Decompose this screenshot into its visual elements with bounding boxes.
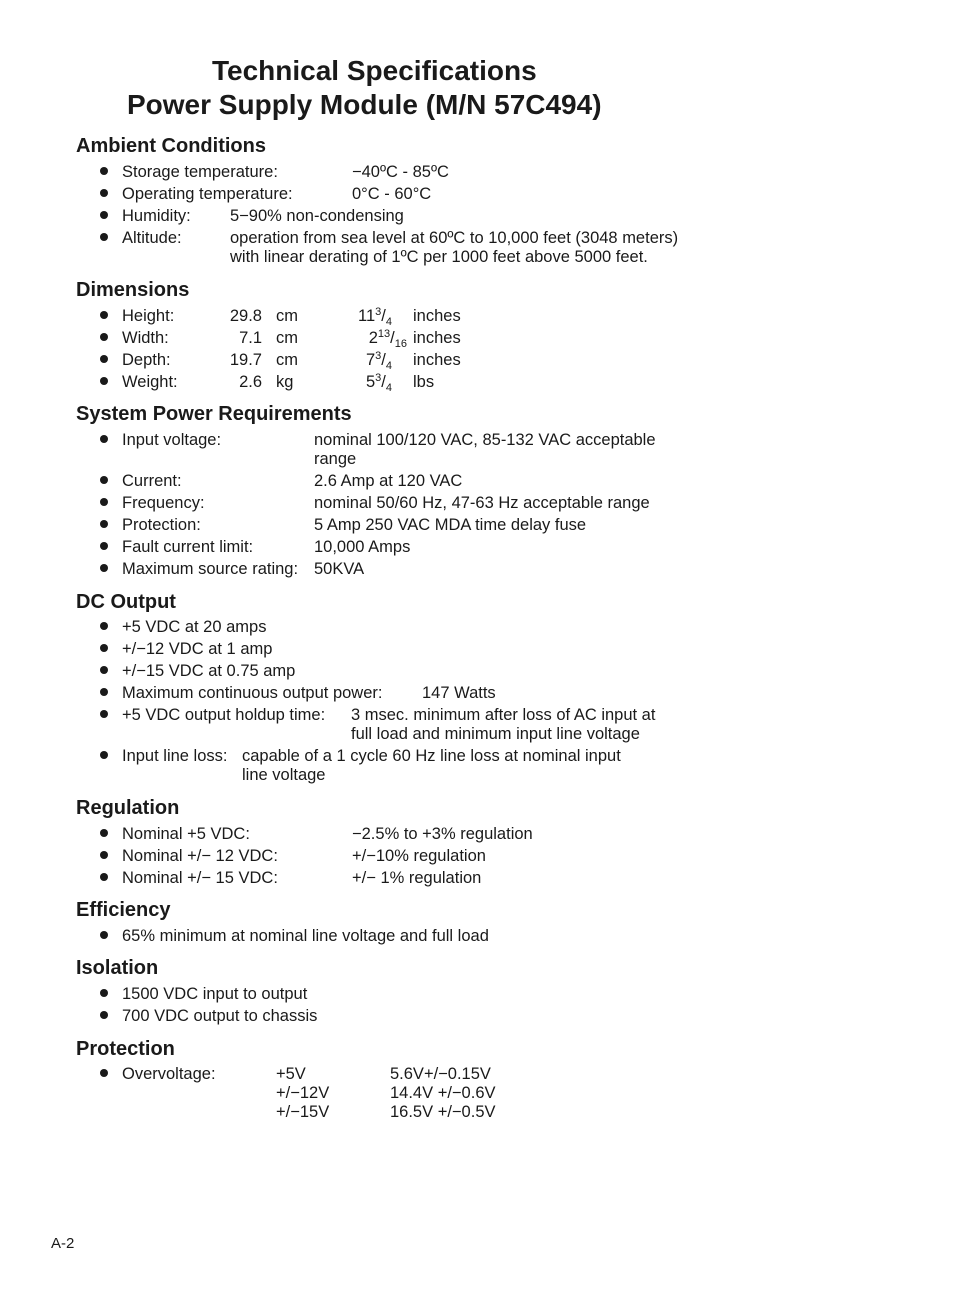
input-voltage-value-line-1: nominal 100/120 VAC, 85-132 VAC acceptable [314,431,656,449]
dimension-metric-unit: kg [276,373,294,391]
dimension-imperial-value: $11^3/_4$ [358,306,392,328]
bullet [100,1011,108,1019]
page-title-line-1: Technical Specifications [212,55,537,86]
dimension-metric-unit: cm [276,351,298,369]
storage-value: −40ºC - 85ºC [352,163,449,181]
bullet [100,751,108,759]
bullet [100,542,108,550]
isolation-item: 1500 VDC input to output [122,985,308,1003]
bullet [100,1069,108,1077]
bullet [100,622,108,630]
dimension-imperial-unit: inches [413,307,461,325]
efficiency-item: 65% minimum at nominal line voltage and full load [122,927,489,945]
holdup-value-line-2: full load and minimum input line voltage [351,725,640,743]
bullet [100,688,108,696]
bullet [100,564,108,572]
overvoltage-value: 5.6V+/−0.15V [390,1065,491,1083]
overvoltage-label: Overvoltage: [122,1065,216,1083]
bullet [100,211,108,219]
protection-fuse-value: 5 Amp 250 VAC MDA time delay fuse [314,516,587,534]
protection-fuse-label: Protection: [122,516,201,534]
overvoltage-value: 16.5V +/−0.5V [390,1103,496,1121]
max-source-label: Maximum source rating: [122,560,299,578]
section-heading-dimensions: Dimensions [76,279,190,301]
bullet [100,829,108,837]
dimension-imperial-value: $7^3/_4$ [365,350,392,372]
altitude-value-line-1: operation from sea level at 60ºC to 10,000 feet (3048 meters) [230,229,679,247]
dc-output-item: +5 VDC at 20 amps [122,618,267,636]
dimension-metric-value: 29.8 [229,307,262,325]
dimension-metric-value: 19.7 [229,351,262,369]
bullet [100,498,108,506]
dimension-imperial-value: $2^{13}/_{16}$ [368,328,407,350]
section-heading-power: System Power Requirements [76,403,352,425]
frequency-label: Frequency: [122,494,205,512]
bullet [100,476,108,484]
bullet [100,233,108,241]
bullet [100,377,108,385]
dimension-metric-value: 2.6 [239,373,262,391]
humidity-label: Humidity: [122,207,191,225]
bullet [100,710,108,718]
bullet [100,520,108,528]
dimension-imperial-unit: lbs [413,373,435,391]
bullet [100,873,108,881]
bullet [100,644,108,652]
dimension-imperial-unit: inches [413,329,461,347]
overvoltage-rail: +/−12V [276,1084,330,1102]
isolation-item: 700 VDC output to chassis [122,1007,318,1025]
bullet [100,666,108,674]
regulation-value: −2.5% to +3% regulation [352,825,533,843]
dimension-label: Weight: [122,373,178,391]
operating-value: 0°C - 60°C [352,185,432,203]
holdup-value-line-1: 3 msec. minimum after loss of AC input at [351,706,656,724]
altitude-value-line-2: with linear derating of 1ºC per 1000 feet above 5000 feet. [230,248,648,266]
dimension-metric-unit: cm [276,307,298,325]
overvoltage-rail: +/−15V [276,1103,330,1121]
line-loss-label: Input line loss: [122,747,228,765]
fault-current-value: 10,000 Amps [314,538,411,556]
page-title-line-2: Power Supply Module (M/N 57C494) [127,89,602,120]
section-heading-ambient: Ambient Conditions [76,135,266,157]
bullet [100,311,108,319]
line-loss-value-line-1: capable of a 1 cycle 60 Hz line loss at nominal input [242,747,621,765]
input-voltage-value-line-2: range [314,450,357,468]
bullet [100,931,108,939]
line-loss-value-line-2: line voltage [242,766,326,784]
dc-output-item: +/−15 VDC at 0.75 amp [122,662,296,680]
humidity-value: 5−90% non-condensing [230,207,404,225]
section-heading-isolation: Isolation [76,957,159,979]
frequency-value: nominal 50/60 Hz, 47-63 Hz acceptable range [314,494,650,512]
section-heading-efficiency: Efficiency [76,899,171,921]
max-power-label: Maximum continuous output power: [122,684,383,702]
section-heading-protection: Protection [76,1038,175,1060]
storage-label: Storage temperature: [122,163,278,181]
max-source-value: 50KVA [314,560,365,578]
fault-current-label: Fault current limit: [122,538,254,556]
regulation-value: +/−10% regulation [352,847,486,865]
operating-label: Operating temperature: [122,185,293,203]
max-power-value: 147 Watts [422,684,496,702]
section-heading-dc-output: DC Output [76,591,176,613]
current-label: Current: [122,472,182,490]
input-voltage-label: Input voltage: [122,431,222,449]
dimension-label: Width: [122,329,169,347]
overvoltage-value: 14.4V +/−0.6V [390,1084,496,1102]
altitude-label: Altitude: [122,229,182,247]
page-number: A-2 [51,1235,75,1252]
overvoltage-rail: +5V [276,1065,306,1083]
bullet [100,851,108,859]
regulation-label: Nominal +5 VDC: [122,825,250,843]
dimension-metric-value: 7.1 [239,329,262,347]
dimension-label: Height: [122,307,175,325]
regulation-label: Nominal +/− 12 VDC: [122,847,278,865]
dimension-label: Depth: [122,351,171,369]
bullet [100,989,108,997]
holdup-label: +5 VDC output holdup time: [122,706,326,724]
bullet [100,167,108,175]
dimension-imperial-value: $5^3/_4$ [365,372,392,394]
bullet [100,355,108,363]
dimension-metric-unit: cm [276,329,298,347]
bullet [100,435,108,443]
section-heading-regulation: Regulation [76,797,180,819]
dc-output-item: +/−12 VDC at 1 amp [122,640,273,658]
dimension-imperial-unit: inches [413,351,461,369]
bullet [100,333,108,341]
regulation-value: +/− 1% regulation [352,869,482,887]
current-value: 2.6 Amp at 120 VAC [314,472,463,490]
regulation-label: Nominal +/− 15 VDC: [122,869,278,887]
bullet [100,189,108,197]
